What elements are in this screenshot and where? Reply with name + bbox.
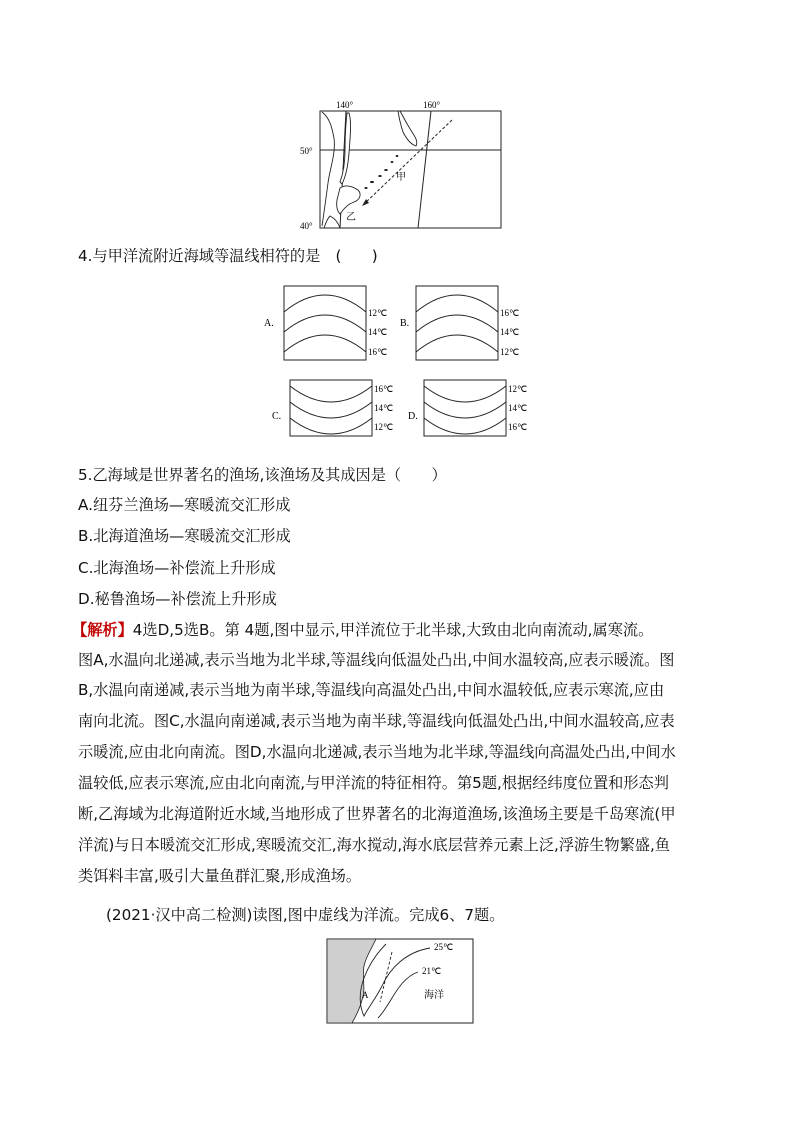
analysis-line-5: 示暖流,应由北向南流。图D,水温向北递减,表示当地为北半球,等温线向高温处凸出,中间水 bbox=[78, 743, 676, 761]
q5-option-c: C.北海渔场—补偿流上升形成 bbox=[78, 559, 276, 577]
option-a-temp-1: 12℃ bbox=[368, 308, 388, 318]
analysis-line-9: 类饵料丰富,吸引大量鱼群汇聚,形成渔场。 bbox=[78, 867, 362, 885]
q4-stem: 4.与甲洋流附近海域等温线相符的是 ( ) bbox=[78, 247, 378, 265]
meridian-160-line bbox=[418, 111, 431, 228]
option-d-temp-3: 16℃ bbox=[508, 422, 528, 432]
option-b-temp-3: 12℃ bbox=[500, 347, 520, 357]
ocean-current-dashed bbox=[380, 952, 392, 1002]
iso-label-25: 25℃ bbox=[434, 942, 454, 952]
analysis-line-2: 图A,水温向北递减,表示当地为北半球,等温线向低温处凸出,中间水温较高,应表示暖流。图 bbox=[78, 651, 675, 669]
analysis-text-1: 4选D,5选B。第 4题,图中显示,甲洋流位于北半球,大致由北向南流动,属寒流。 bbox=[132, 621, 654, 639]
option-b-temp-2: 14℃ bbox=[500, 327, 520, 337]
option-c-letter: C. bbox=[272, 411, 282, 422]
q5-option-b: B.北海道渔场—寒暖流交汇形成 bbox=[78, 527, 291, 545]
q5-stem: 5.乙海域是世界著名的渔场,该渔场及其成因是（ ） bbox=[78, 466, 447, 484]
analysis-line-7: 断,乙海域为北海道附近水域,当地形成了世界著名的北海道渔场,该渔场主要是千岛寒流(甲 bbox=[78, 805, 676, 823]
q4-options-diagram bbox=[264, 284, 534, 438]
option-a-temp-2: 14℃ bbox=[368, 327, 388, 337]
option-b-temp-1: 16℃ bbox=[500, 308, 520, 318]
lat-label-50: 50° bbox=[300, 146, 313, 156]
map-coastal-current bbox=[326, 938, 474, 1024]
map-kuril-current bbox=[300, 98, 506, 232]
option-a-temp-3: 16℃ bbox=[368, 347, 388, 357]
option-c-temp-1: 16℃ bbox=[374, 384, 394, 394]
land-area bbox=[327, 939, 376, 1023]
analysis-line-4: 南向北流。图C,水温向南递减,表示当地为南半球,等温线向低温处凸出,中间水温较高,应表 bbox=[78, 712, 675, 730]
lon-label-140: 140° bbox=[336, 100, 354, 110]
q5-option-a: A.纽芬兰渔场—寒暖流交汇形成 bbox=[78, 496, 291, 514]
isotherm-25 bbox=[360, 944, 430, 1016]
option-a-diagram bbox=[264, 286, 387, 360]
option-d-diagram bbox=[408, 380, 527, 436]
analysis-line-3: B,水温向南递减,表示当地为南半球,等温线向高温处凸出,中间水温较低,应表示寒流,应由 bbox=[78, 681, 665, 699]
option-c-diagram bbox=[272, 380, 393, 436]
honshu-tip bbox=[324, 216, 340, 228]
mainland-coast bbox=[322, 112, 334, 226]
option-b-letter: B. bbox=[400, 318, 410, 329]
q67-intro: (2021·汉中高二检测)读图,图中虚线为洋流。完成6、7题。 bbox=[106, 906, 505, 924]
lat-label-40: 40° bbox=[300, 221, 313, 231]
option-d-temp-2: 14℃ bbox=[508, 403, 528, 413]
option-a-letter: A. bbox=[264, 318, 274, 329]
option-c-temp-2: 14℃ bbox=[374, 403, 394, 413]
analysis-line-1 bbox=[72, 620, 653, 640]
analysis-line-6: 温较低,应表示寒流,应由北向南流,与甲洋流的特征相符。第5题,根据经纬度位置和形态判 bbox=[78, 774, 669, 792]
option-b-diagram bbox=[400, 286, 519, 360]
lon-label-160: 160° bbox=[423, 100, 441, 110]
kamchatka-peninsula bbox=[398, 111, 417, 146]
q5-option-d: D.秘鲁渔场—补偿流上升形成 bbox=[78, 590, 277, 608]
label-a: A bbox=[362, 990, 369, 1000]
analysis-line-8: 洋流)与日本暖流交汇形成,寒暖流交汇,海水搅动,海水底层营养元素上泛,浮游生物繁盛,鱼 bbox=[78, 836, 671, 854]
analysis-tag: 【解析】 bbox=[72, 621, 133, 639]
option-c-temp-3: 12℃ bbox=[374, 422, 394, 432]
kuril-islands bbox=[364, 155, 398, 189]
iso-label-21: 21℃ bbox=[422, 966, 442, 976]
isotherm-21 bbox=[378, 972, 418, 1018]
option-d-temp-1: 12℃ bbox=[508, 384, 528, 394]
label-yi: 乙 bbox=[346, 212, 356, 223]
hokkaido-island bbox=[337, 186, 360, 214]
label-jia: 甲 bbox=[396, 172, 406, 183]
label-ocean: 海洋 bbox=[424, 990, 444, 1001]
option-d-letter: D. bbox=[408, 411, 418, 422]
